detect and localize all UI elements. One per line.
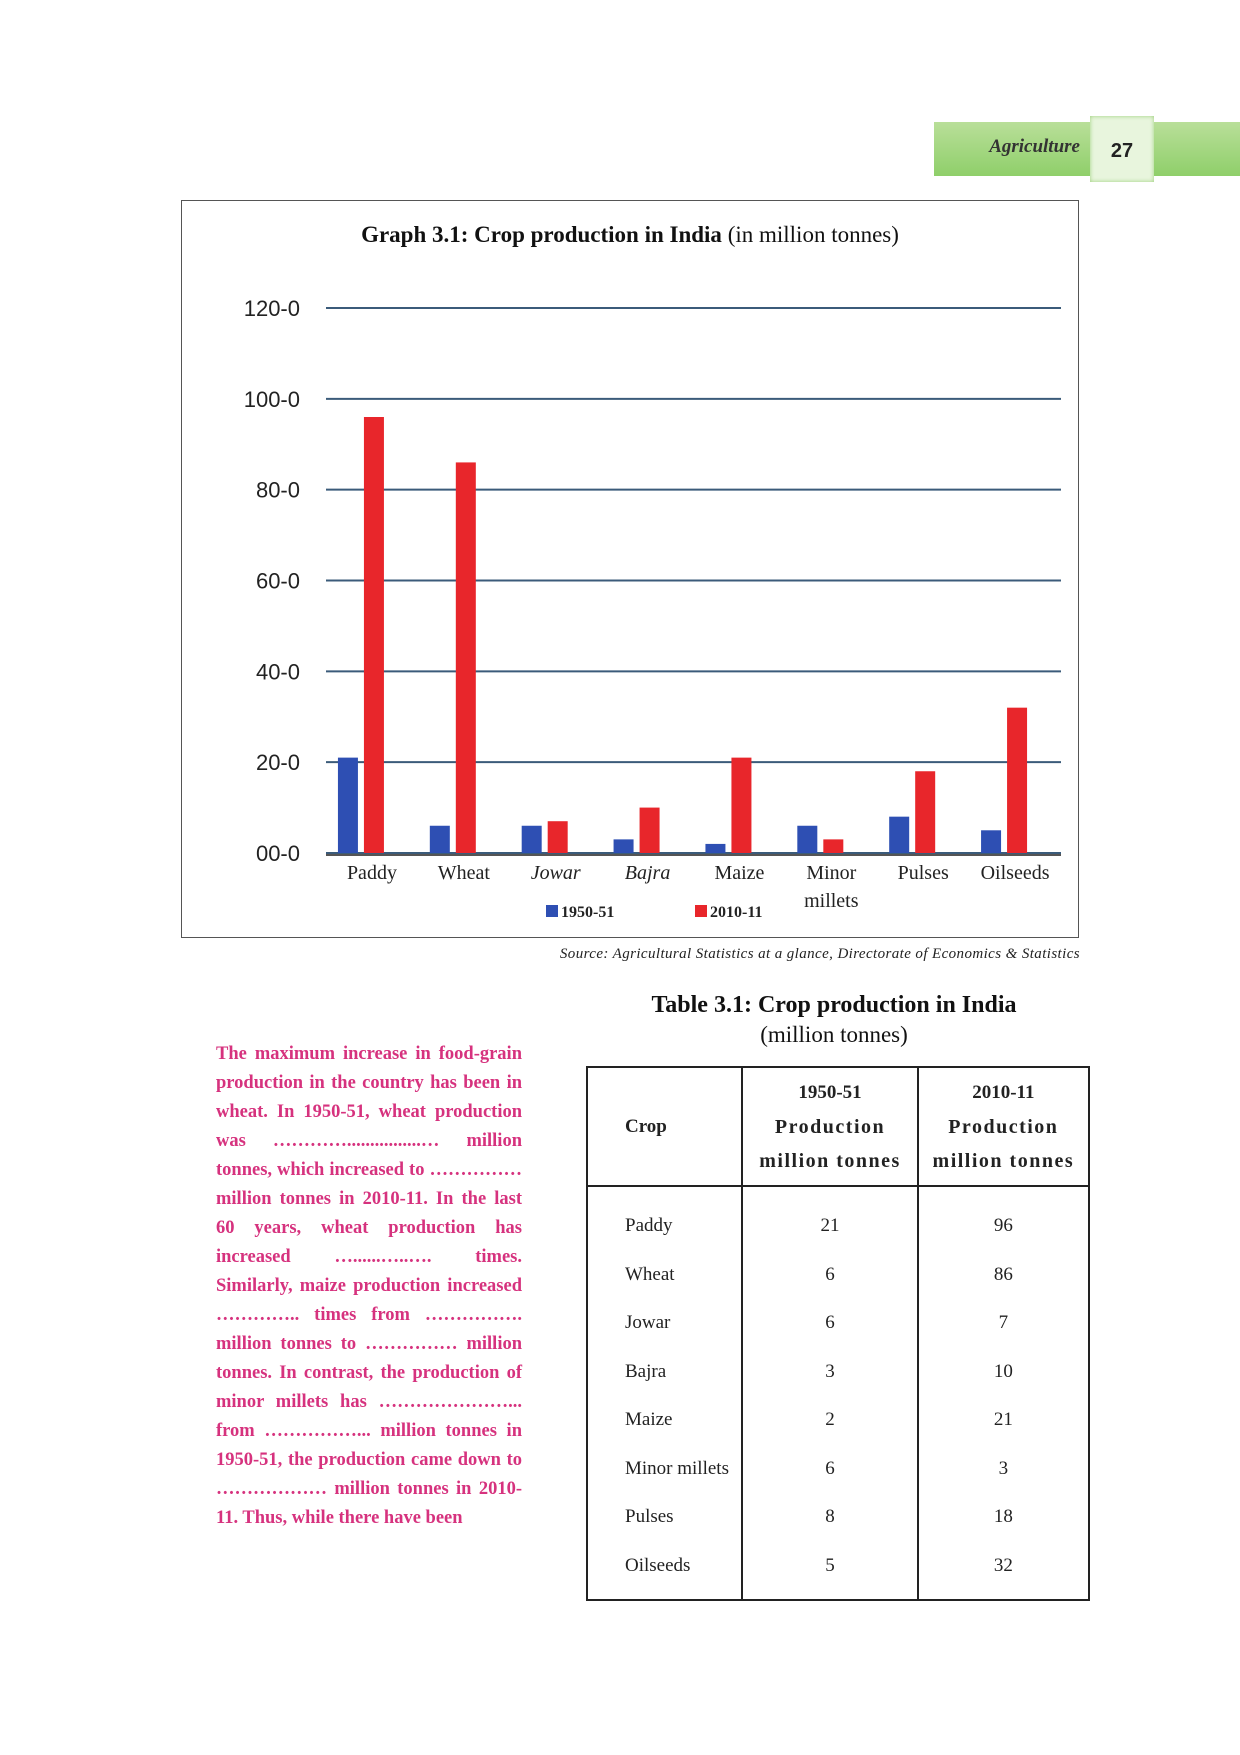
bar-1950-51-wheat [430, 826, 450, 853]
y-tick-label: 40-0 [255, 659, 300, 685]
production-2010-11: 86 [918, 1251, 1089, 1300]
bar-2010-11-bajra [640, 808, 660, 853]
bar-2010-11-wheat [456, 462, 476, 853]
table-row [587, 1299, 1089, 1348]
header-subject: Agriculture [989, 136, 1080, 157]
header-unit: million tonnes [759, 1149, 901, 1172]
chart-title-bold: Graph 3.1: Crop production in India [361, 222, 722, 247]
chart-title [181, 222, 1079, 248]
y-tick-label: 120-0 [243, 296, 300, 321]
crop-name: Pulses [625, 1506, 674, 1528]
x-tick-label: Maize [714, 862, 765, 884]
header-production: Production [774, 1115, 886, 1138]
crop-name: Maize [625, 1409, 673, 1431]
production-2010-11: 21 [918, 1396, 1089, 1445]
y-tick-label: 20-0 [255, 750, 300, 776]
x-tick-label-line2: millets [804, 890, 859, 912]
y-tick-label: 80-0 [255, 477, 300, 503]
production-1950-51: 8 [742, 1493, 917, 1542]
header-production: Production [948, 1115, 1059, 1138]
legend-label-2010-11: 2010-11 [710, 904, 763, 921]
crop-name: Paddy [625, 1215, 673, 1237]
table-row [587, 1186, 1089, 1251]
bar-1950-51-pulses [889, 817, 909, 853]
x-tick-label: Oilseeds [980, 862, 1050, 884]
table-row [587, 1493, 1089, 1542]
bar-2010-11-jowar [548, 821, 568, 853]
chart-title-unit: (in million tonnes) [727, 222, 899, 247]
production-2010-11: 96 [918, 1186, 1089, 1251]
crop-production-table [586, 1066, 1090, 1601]
table-row [587, 1542, 1089, 1601]
crop-name: Jowar [625, 1312, 671, 1334]
header-2010-11 [918, 1067, 1089, 1186]
table-header-row [587, 1067, 1089, 1186]
production-2010-11: 3 [918, 1445, 1089, 1494]
table-subtitle: (million tonnes) [760, 1022, 908, 1047]
x-tick-label: Jowar [530, 862, 581, 884]
bar-1950-51-maize [705, 844, 725, 853]
production-1950-51: 6 [742, 1299, 917, 1348]
table-row [587, 1251, 1089, 1300]
bar-1950-51-paddy [338, 758, 358, 853]
legend-label-1950-51: 1950-51 [561, 904, 615, 921]
bar-1950-51-bajra [614, 839, 634, 853]
table-row [587, 1348, 1089, 1397]
x-tick-label: Minor [806, 862, 857, 884]
production-1950-51: 6 [742, 1445, 917, 1494]
header-year: 2010-11 [972, 1081, 1035, 1103]
y-tick-label: 60-0 [255, 568, 300, 594]
header-year: 1950-51 [798, 1081, 862, 1103]
production-1950-51: 6 [742, 1251, 917, 1300]
bar-2010-11-pulses [915, 771, 935, 853]
header-crop: Crop [587, 1067, 742, 1186]
bar-1950-51-minor [797, 826, 817, 853]
bar-1950-51-oilseeds [981, 830, 1001, 853]
crop-name: Oilseeds [625, 1554, 691, 1576]
production-1950-51: 5 [742, 1542, 917, 1601]
source-note: Source: Agricultural Statistics at a glance, Directorate of Economics & Statistics [559, 946, 1080, 962]
bar-1950-51-jowar [522, 826, 542, 853]
x-tick-label: Wheat [437, 862, 490, 884]
table-row [587, 1445, 1089, 1494]
header-unit: million tonnes [932, 1149, 1075, 1172]
crop-name: Minor millets [625, 1457, 729, 1479]
x-tick-label: Pulses [897, 862, 949, 884]
x-tick-label: Bajra [624, 862, 671, 884]
bar-2010-11-maize [731, 758, 751, 853]
crop-name: Wheat [625, 1263, 675, 1285]
y-tick-label: 100-0 [243, 386, 300, 412]
production-2010-11: 10 [918, 1348, 1089, 1397]
bar-2010-11-paddy [364, 417, 384, 853]
table-title: Table 3.1: Crop production in India [651, 992, 1017, 1018]
production-1950-51: 2 [742, 1396, 917, 1445]
x-tick-label: Paddy [346, 862, 397, 884]
production-2010-11: 32 [918, 1542, 1089, 1601]
bar-2010-11-oilseeds [1007, 708, 1027, 853]
page-number: 27 [1110, 140, 1134, 162]
legend-swatch-1950-51 [546, 905, 558, 917]
bar-2010-11-minor [823, 839, 843, 853]
y-tick-label: 00-0 [255, 841, 300, 866]
production-2010-11: 18 [918, 1493, 1089, 1542]
legend-swatch-2010-11 [695, 905, 707, 917]
table-row [587, 1396, 1089, 1445]
bar-chart [181, 250, 1079, 935]
production-2010-11: 7 [918, 1299, 1089, 1348]
production-1950-51: 21 [742, 1186, 917, 1251]
header-1950-51 [742, 1067, 917, 1186]
production-1950-51: 3 [742, 1348, 917, 1397]
crop-name: Bajra [625, 1360, 667, 1382]
table-title-block [586, 990, 1082, 1050]
exercise-paragraph: The maximum increase in food-grain production in the country has been in wheat. In 1950-51, wheat production was …………................… million tonnes, which increased to …………… million tonnes in 2010-11. In the last 60 years, wheat production has increased …......…..…. times. Similarly, maize production increased ………….. times from ……………. million tonnes to …………… million tonnes. In contrast, the production of minor millets has …………………... from ……………... million tonnes in 1950-51, the production came down to ……………… million tonnes in 2010-11. Thus, while there have been [216, 1044, 522, 1528]
